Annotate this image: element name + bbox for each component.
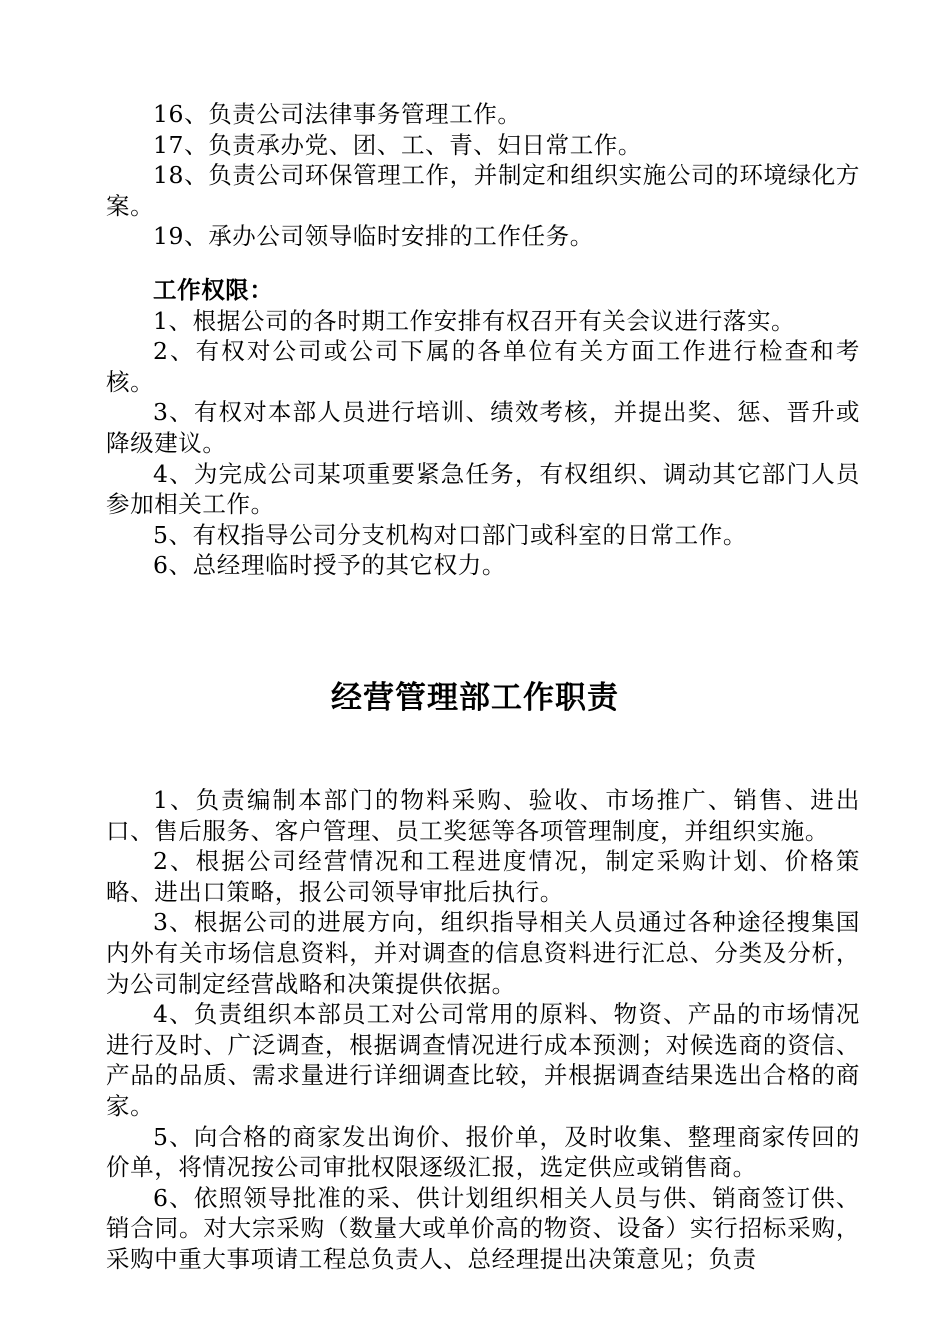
authority-item: 2、有权对公司或公司下属的各单位有关方面工作进行检查和考核。 (106, 337, 860, 396)
duty-item: 3、根据公司的进展方向，组织指导相关人员通过各种途径搜集国内外有关市场信息资料，并对调查的信息资料进行汇总、分类及分析，为公司制定经营战略和决策提供依据。 (106, 908, 860, 998)
authority-item: 3、有权对本部人员进行培训、绩效考核，并提出奖、惩、晋升或降级建议。 (106, 398, 860, 457)
authority-item: 5、有权指导公司分支机构对口部门或科室的日常工作。 (153, 520, 747, 549)
duty-item: 1、负责编制本部门的物料采购、验收、市场推广、销售、进出口、售后服务、客户管理、员工奖惩等各项管理制度，并组织实施。 (106, 786, 860, 845)
duty-item: 17、负责承办党、团、工、青、妇日常工作。 (153, 130, 643, 159)
authority-item: 1、根据公司的各时期工作安排有权召开有关会议进行落实。 (153, 306, 796, 335)
duty-item: 19、承办公司领导临时安排的工作任务。 (153, 222, 594, 251)
duty-item: 18、负责公司环保管理工作，并制定和组织实施公司的环境绿化方案。 (106, 161, 860, 220)
duty-item: 16、负责公司法律事务管理工作。 (153, 100, 522, 128)
duty-item: 2、根据公司经营情况和工程进度情况，制定采购计划、价格策略、进出口策略，报公司领导审批后执行。 (106, 847, 860, 906)
work-authority-section (106, 275, 860, 581)
authority-item: 4、为完成公司某项重要紧急任务，有权组织、调动其它部门人员参加相关工作。 (106, 459, 860, 519)
duty-item: 5、向合格的商家发出询价、报价单，及时收集、整理商家传回的价单，将情况按公司审批权限逐级汇报，选定供应或销售商。 (106, 1122, 860, 1182)
department-duties (106, 785, 860, 1275)
duty-item: 4、负责组织本部员工对公司常用的原料、物资、产品的市场情况进行及时、广泛调查，根据调查情况进行成本预测；对候选商的资信、产品的品质、需求量进行详细调查比较，并根据调查结果选出合格的商家。 (106, 1000, 860, 1120)
duties-continued (106, 99, 860, 252)
authority-item: 6、总经理临时授予的其它权力。 (153, 551, 506, 580)
page-title: 经营管理部工作职责 (331, 680, 619, 716)
duty-item: 6、依照领导批准的采、供计划组织相关人员与供、销商签订供、销合同。对大宗采购（数量大或单价高的物资、设备）实行招标采购，采购中重大事项请工程总负责人、总经理提出决策意见；负责 (106, 1183, 860, 1273)
section-heading: 工作权限： (153, 276, 274, 304)
